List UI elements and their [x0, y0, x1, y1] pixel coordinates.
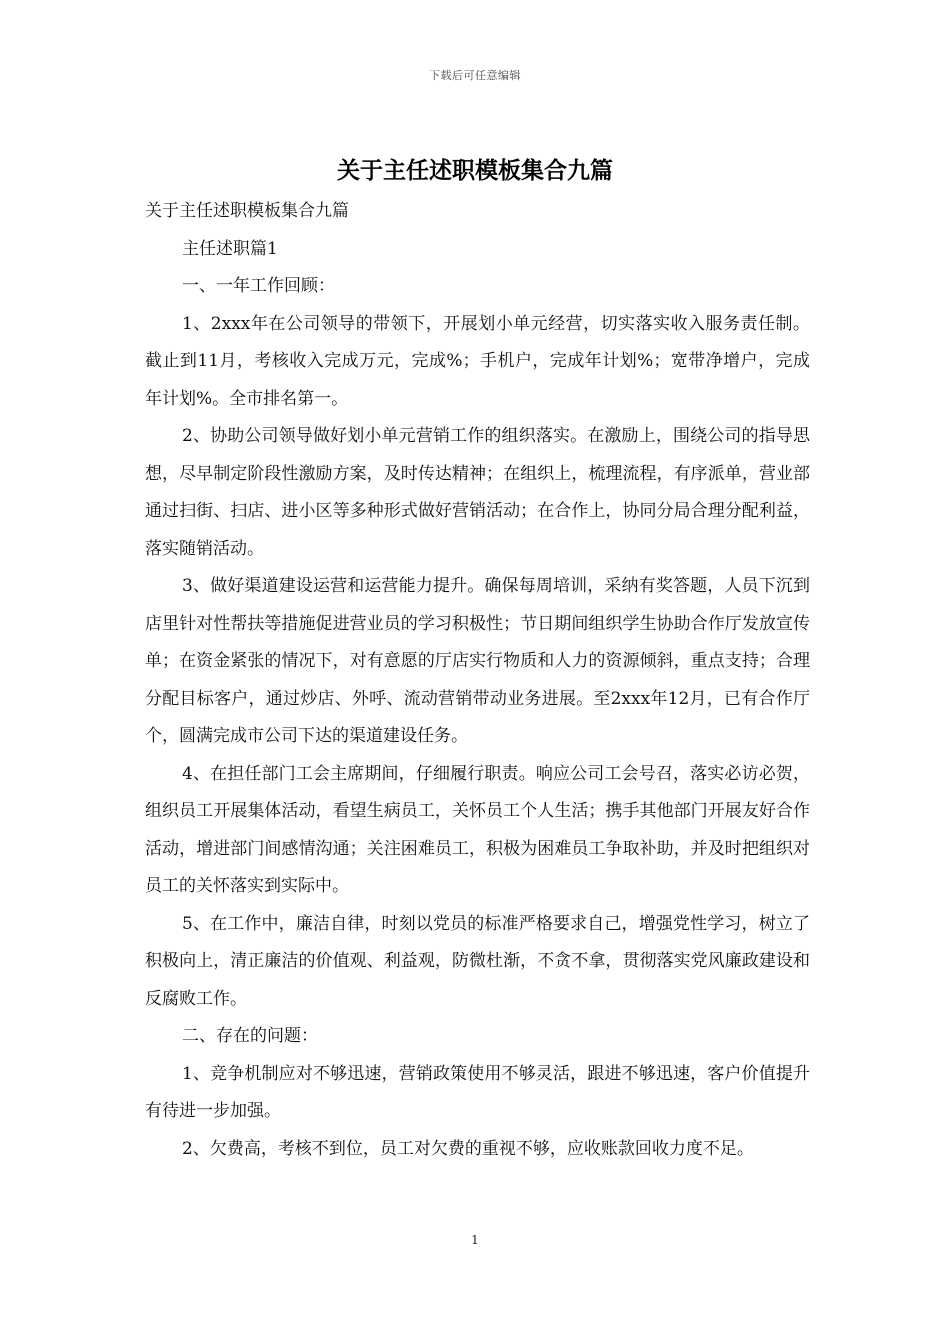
body-paragraph: 1、竞争机制应对不够迅速，营销政策使用不够灵活，跟进不够迅速，客户价值提升有待进一步加强。 — [145, 1063, 810, 1121]
body-paragraph: 5、在工作中，廉洁自律，时刻以党员的标准严格要求自己，增强党性学习，树立了积极向上，清正廉洁的价值观、利益观，防微杜渐，不贪不拿，贯彻落实党风廉政建设和反腐败工作。 — [145, 913, 810, 1009]
body-paragraph: 2、欠费高，考核不到位，员工对欠费的重视不够，应收账款回收力度不足。 — [182, 1138, 754, 1159]
body-paragraph: 1、2xxx年在公司领导的带领下，开展划小单元经营，切实落实收入服务责任制。截止到11月，考核收入完成万元，完成%；手机户，完成年计划%；宽带净增户，完成年计划%。全市排名第一。 — [145, 313, 810, 409]
body-paragraph: 4、在担任部门工会主席期间，仔细履行职责。响应公司工会号召，落实必访必贺，组织员工开展集体活动，看望生病员工，关怀员工个人生活；携手其他部门开展友好合作活动，增进部门间感情沟通；关注困难员工，积极为困难员工争取补助，并及时把组织对员工的关怀落实到实际中。 — [145, 763, 810, 896]
subtitle-paragraph: 关于主任述职模板集合九篇 — [145, 201, 349, 221]
page-header: 下载后可任意编辑 — [429, 69, 521, 82]
document-title: 关于主任述职模板集合九篇 — [337, 157, 613, 184]
document-body — [145, 193, 810, 1168]
page-number: 1 — [471, 1233, 479, 1247]
section-heading: 二、存在的问题： — [182, 1026, 318, 1046]
section-heading: 主任述职篇1 — [182, 238, 278, 259]
section-heading: 一、一年工作回顾： — [182, 276, 335, 296]
body-paragraph: 3、做好渠道建设运营和运营能力提升。确保每周培训，采纳有奖答题，人员下沉到店里针对性帮扶等措施促进营业员的学习积极性；节日期间组织学生协助合作厅发放宣传单；在资金紧张的情况下，对有意愿的厅店实行物质和人力的资源倾斜，重点支持；合理分配目标客户，通过炒店、外呼、流动营销带动业务进展。至2xxx年12月，已有合作厅个，圆满完成市公司下达的渠道建设任务。 — [145, 576, 810, 746]
body-paragraph: 2、协助公司领导做好划小单元营销工作的组织落实。在激励上，围绕公司的指导思想，尽早制定阶段性激励方案，及时传达精神；在组织上，梳理流程，有序派单，营业部通过扫街、扫店、进小区等多种形式做好营销活动；在合作上，协同分局合理分配利益，落实随销活动。 — [145, 426, 810, 559]
